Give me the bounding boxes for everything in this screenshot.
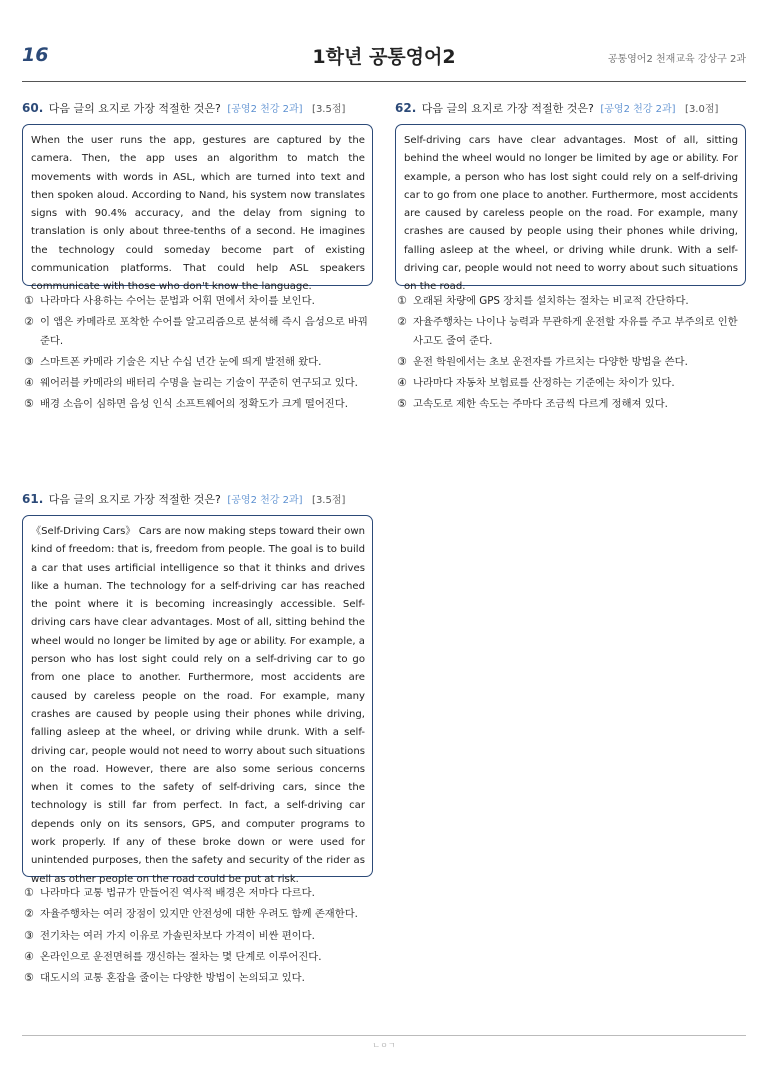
page-number: 16 <box>22 44 49 66</box>
q60-heading <box>22 100 345 116</box>
q61-question: 다음 글의 요지로 가장 적절한 것은? <box>48 493 221 506</box>
choice-number: ④ <box>24 949 34 963</box>
choice-text: 고속도로 제한 속도는 주마다 조금씩 다르게 정해져 있다. <box>413 398 668 411</box>
choice-text: 나라마다 사용하는 수어는 문법과 어휘 면에서 차이를 보인다. <box>40 295 315 307</box>
q62-heading <box>395 100 718 116</box>
page-subtitle: 공통영어2 천재교육 강상구 2과 <box>607 54 746 65</box>
page-title: 1학년 공통영어2 <box>312 46 456 68</box>
q60-points: [3.5점] <box>312 104 346 115</box>
q61-choice-1[interactable] <box>24 884 373 902</box>
q61-choices <box>24 884 373 990</box>
q62-choice-4[interactable] <box>397 374 746 392</box>
footer-divider <box>22 1035 746 1036</box>
q61-choice-3[interactable] <box>24 927 373 945</box>
choice-text: 운전 학원에서는 초보 운전자를 가르치는 다양한 방법을 쓴다. <box>413 355 688 368</box>
q60-choice-5[interactable] <box>24 395 373 413</box>
choice-number: ① <box>397 294 407 307</box>
choice-text: 자율주행차는 나이나 능력과 무관하게 운전할 자유를 주고 부주의로 인한 사고도 줄여 준다. <box>413 316 738 347</box>
q62-choice-1[interactable] <box>397 292 746 310</box>
footer-mark: ㄴㅇㄱ <box>372 1041 396 1050</box>
choice-text: 배경 소음이 심하면 음성 인식 소프트웨어의 정확도가 크게 떨어진다. <box>40 398 348 411</box>
choice-number: ① <box>24 886 34 899</box>
choice-number: ③ <box>24 928 34 942</box>
q60-question: 다음 글의 요지로 가장 적절한 것은? <box>48 102 221 115</box>
choice-text: 대도시의 교통 혼잡을 줄이는 다양한 방법이 논의되고 있다. <box>40 972 305 985</box>
choice-number: ② <box>24 907 34 921</box>
q60-passage: When the user runs the app, gestures are captured by the camera. Then, the app uses an algorithm to match the movements with words in ASL, which are turned into text and then spoken aloud. According to Nand, his system now translates signs with 90.4% accuracy, and the delay from signing to translation is only about three-tenths of a second. He imagines the technology could someday become part of existing communication platforms. That could help ASL speakers communicate with those who don't know the language. <box>22 124 373 286</box>
q62-passage: Self-driving cars have clear advantages. Most of all, sitting behind the wheel would no longer be limited by age or ability. For example, a person who has lost sight could rely on a self-driving car to go from one place to another. Furthermore, most accidents are caused by careless people on the road. For example, many crashes are caused by people using their phones while driving, falling asleep at the wheel, or driving while drunk. With a self-driving car, people would not need to worry about such situations on the road. <box>395 124 746 286</box>
choice-number: ⑤ <box>397 397 407 411</box>
q61-heading <box>22 491 345 507</box>
q62-choices <box>397 292 746 417</box>
q60-choice-2[interactable] <box>24 313 373 350</box>
choice-text: 웨어러블 카메라의 배터리 수명을 늘리는 기술이 꾸준히 연구되고 있다. <box>40 377 358 390</box>
choice-number: ⑤ <box>24 397 34 411</box>
page-header <box>22 40 746 80</box>
choice-number: ④ <box>397 376 407 390</box>
choice-number: ③ <box>24 354 34 368</box>
q61-points: [3.5점] <box>312 495 346 506</box>
q62-choice-5[interactable] <box>397 395 746 413</box>
q60-source: [공영2 천강 2과] <box>227 104 303 115</box>
choice-number: ② <box>24 315 34 329</box>
q62-points: [3.0점] <box>685 104 719 115</box>
choice-text: 온라인으로 운전면허를 갱신하는 절차는 몇 단계로 이루어진다. <box>40 950 322 963</box>
q60-choices <box>24 292 373 417</box>
choice-number: ③ <box>397 354 407 368</box>
q62-choice-3[interactable] <box>397 353 746 371</box>
choice-text: 자율주행차는 여러 장점이 있지만 안전성에 대한 우려도 함께 존재한다. <box>40 908 358 921</box>
q60-choice-4[interactable] <box>24 374 373 392</box>
q61-choice-4[interactable] <box>24 948 373 966</box>
choice-text: 스마트폰 카메라 기술은 지난 수십 년간 눈에 띄게 발전해 왔다. <box>40 355 322 368</box>
q60-choice-1[interactable] <box>24 292 373 310</box>
choice-text: 나라마다 교통 법규가 만들어진 역사적 배경은 저마다 다르다. <box>40 887 315 899</box>
q61-number: 61. <box>22 492 44 506</box>
choice-number: ④ <box>24 376 34 390</box>
q60-choice-3[interactable] <box>24 353 373 371</box>
q61-choice-2[interactable] <box>24 905 373 923</box>
choice-text: 오래된 차량에 GPS 장치를 설치하는 절차는 비교적 간단하다. <box>413 295 689 307</box>
q61-passage: 《Self-Driving Cars》 Cars are now making steps toward their own kind of freedom: that is, freedom from people. The goal is to build a car that uses artificial intelligence so that it thinks and drives like a human. The technology for a self-driving car has reached the point where it is becoming increasingly accessible. Self-driving cars have clear advantages. Most of all, sitting behind the wheel would no longer be limited by age or ability. For example, a person who has lost sight could rely on a self-driving car to go from one place to another. Furthermore, most accidents are caused by careless people on the road. For example, many crashes are caused by people using their phones while driving, falling asleep at the wheel, or driving while drunk. With a self-driving car, people would not need to worry about such situations on the road. However, there are also some serious concerns when it comes to the safety of self-driving cars, since the technology is still far from perfect. In fact, a self-driving car depends only on its sensors, GPS, and computer programs to work properly. If any of these broke down or were used for unintended purposes, then the safety and security of the rider as well as other people on the road could be put at risk. <box>22 515 373 877</box>
q61-choice-5[interactable] <box>24 969 373 987</box>
choice-text: 전기차는 여러 가지 이유로 가솔린차보다 가격이 비싼 편이다. <box>40 929 315 942</box>
choice-number: ② <box>397 315 407 329</box>
header-divider <box>22 81 746 82</box>
q62-question: 다음 글의 요지로 가장 적절한 것은? <box>421 102 594 115</box>
choice-text: 이 앱은 카메라로 포착한 수어를 알고리즘으로 분석해 즉시 음성으로 바꿔 준다. <box>40 316 368 347</box>
q60-number: 60. <box>22 101 44 115</box>
q62-number: 62. <box>395 101 417 115</box>
q62-choice-2[interactable] <box>397 313 746 350</box>
q61-source: [공영2 천강 2과] <box>227 495 303 506</box>
q62-source: [공영2 천강 2과] <box>600 104 676 115</box>
choice-text: 나라마다 자동차 보험료를 산정하는 기준에는 차이가 있다. <box>413 377 675 390</box>
choice-number: ① <box>24 294 34 307</box>
choice-number: ⑤ <box>24 971 34 985</box>
